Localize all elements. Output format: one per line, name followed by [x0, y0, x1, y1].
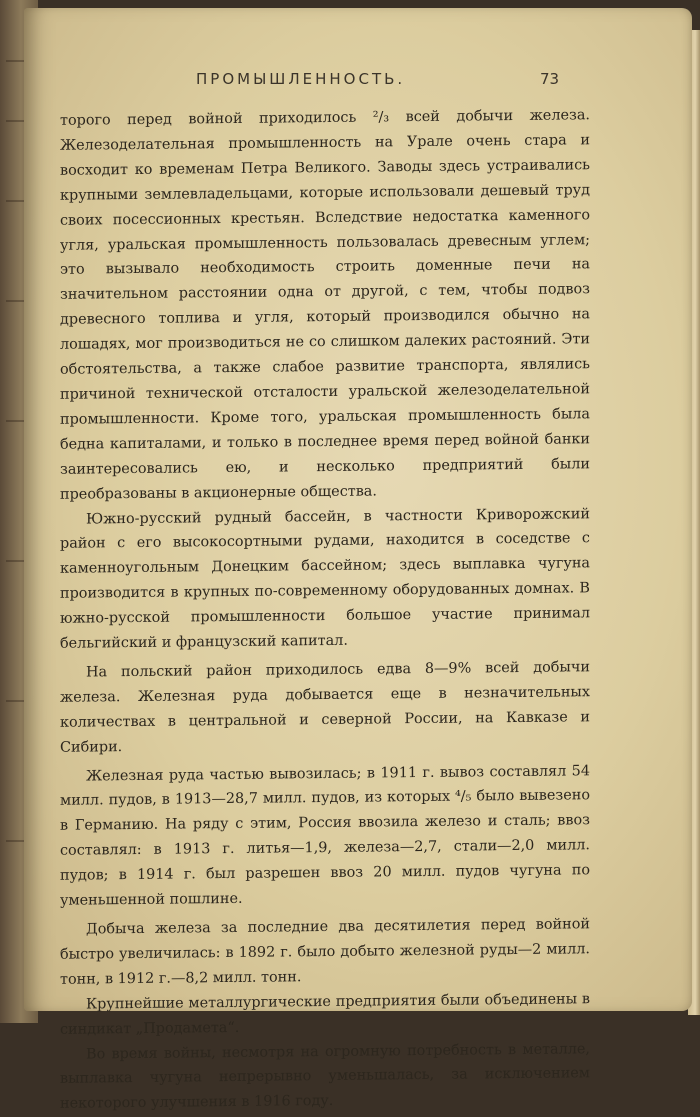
book-page	[24, 8, 692, 1113]
paragraph: Крупнейшие металлургические предприятия были объединены в синдикат „Продамета“.	[60, 990, 590, 1038]
paragraph: Добыча железа за последние два десятилетия перед войной быстро увеличилась: в 1892 г. было добыто железной руды—2 милл. тонн, в 1912 г.—8,2 милл. тонн.	[60, 916, 590, 988]
page-body	[60, 103, 590, 1117]
paragraph: Железная руда частью вывозилась; в 1911 г. вывоз составлял 54 милл. пудов, в 1913—28,7 милл. пудов, из которых ⁴/₅ было вывезено в Германию. На ряду с этим, Россия ввозила железо и сталь; ввоз составлял: в 1913 г. литья—1,9, железа—2,7, стали—2,0 милл. пудов; в 1914 г. был разрешен ввоз 20 милл. пудов чугуна по уменьшенной пошлине.	[60, 762, 590, 909]
paragraph: Во время войны, несмотря на огромную потребность в металле, выплавка чугуна непрерывно уменьшалась, за исключением некоторого улучшения в 1916 году.	[60, 1040, 590, 1113]
page-number: 73	[540, 70, 560, 88]
page-header	[24, 70, 692, 96]
paragraph: На польский район приходилось едва 8—9% всей добычи железа. Железная руда добывается еще в незначительных количествах в центральной и северной России, на Кавказе и Сибири.	[60, 659, 590, 756]
paragraph: Южно-русский рудный бассейн, в частности Криворожский район с его высокосортными рудами, находится в соседстве с каменноугольным Донецким бассейном; здесь выплавка чугуна производится в крупных по-современному оборудованных домнах. В южно-русской промышленности большое участие принимал бельгийский и французский капитал.	[60, 505, 590, 652]
running-title: ПРОМЫШЛЕННОСТЬ.	[196, 70, 406, 88]
paragraph: торого перед войной приходилось ²/₃ всей добычи железа. Железоделательная промышленность на Урале очень стара и восходит ко временам Петра Великого. Заводы здесь устраивались крупными землевладельцами, которые использовали дешевый труд своих посессионных крестьян. Вследствие недостатка каменного угля, уральская промышленность пользовалась древесным углем; это вызывало необходимость строить доменные печи на значительном расстоянии одна от другой, с тем, чтобы подвоз древесного топлива и угля, который производился обычно на лошадях, мог производиться не со слишком далеких растояний. Эти обстоятельства, а также слабое развитие транспорта, являлись причиной технической отсталости уральской железоделательной промышленности. Кроме того, уральская промышленность была бедна капиталами, и только в последнее время перед войной банки заинтересовались ею, и несколько предприятий были преобразованы в акционерные общества.	[60, 107, 590, 503]
